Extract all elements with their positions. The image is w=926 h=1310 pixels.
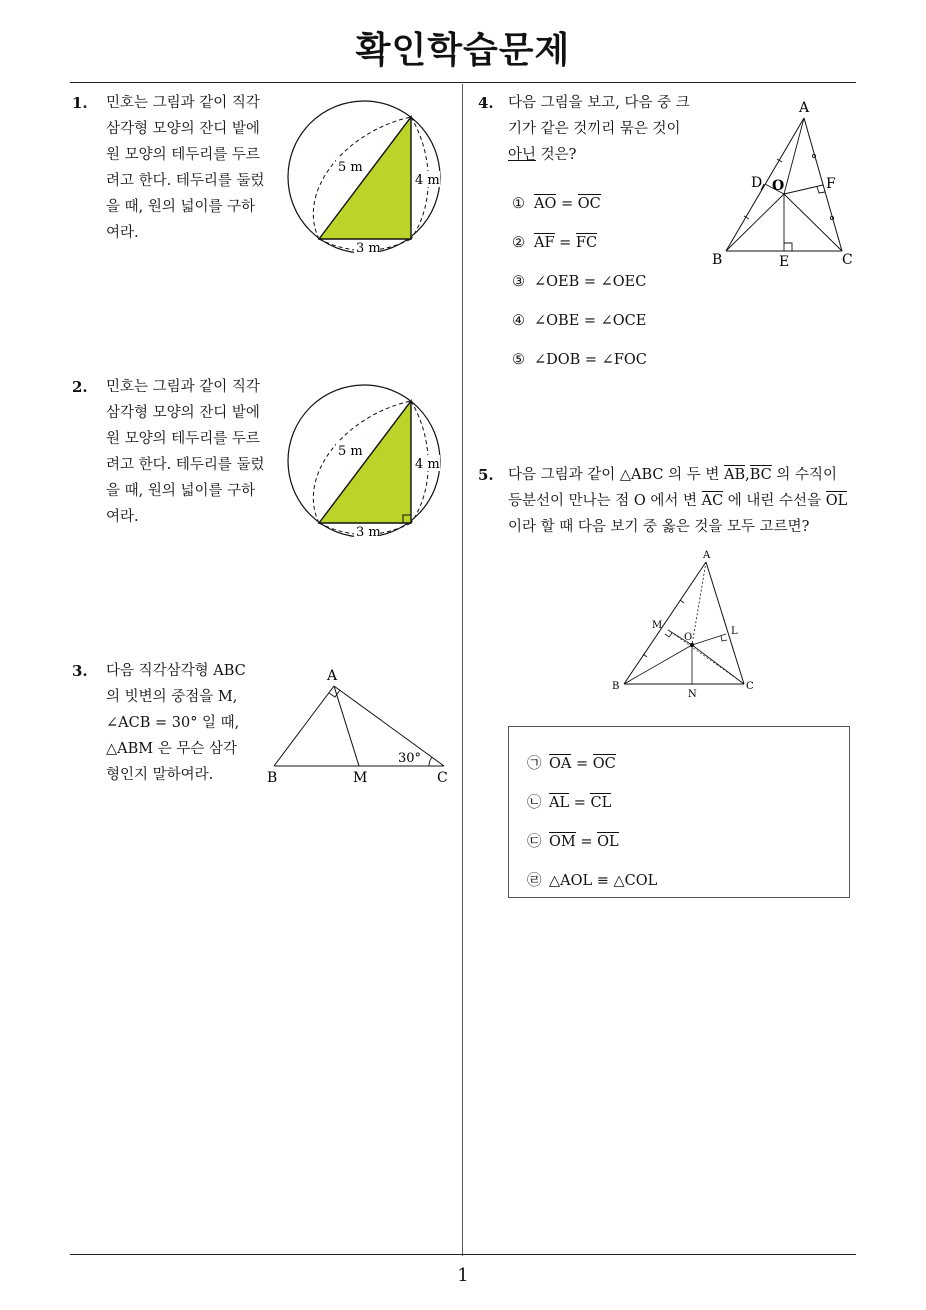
vertex-a-label: A [703, 550, 711, 561]
height-label: 4 m [415, 457, 440, 472]
segment: FC [575, 235, 598, 251]
point-m-label: M [353, 770, 368, 786]
problem-text [106, 658, 256, 788]
text-line: 삼각형 모양의 잔디 밭에 [106, 405, 260, 421]
text-line: 이라 할 때 다음 보기 중 옳은 것을 모두 고르면? [508, 519, 810, 535]
text-line [508, 462, 862, 488]
problem-4 [478, 90, 708, 170]
point-l-label: L [731, 626, 738, 637]
page-number: 1 [457, 1265, 469, 1286]
point-e-label: E [779, 254, 790, 270]
text-fragment: 것은? [536, 147, 577, 163]
text-line: 의 빗변의 중점을 M, [106, 689, 238, 705]
text-fragment: 의 수직이 [771, 467, 838, 483]
option-text: △AOL ≡ △COL [549, 873, 658, 889]
problem-number: 3. [72, 662, 88, 680]
segment: AB [723, 467, 746, 483]
operator: = [554, 235, 576, 251]
segment: BC [749, 467, 772, 483]
segment: AO [534, 196, 557, 212]
vertex-c-label: C [842, 252, 853, 268]
side-ac [804, 118, 842, 251]
problem-2 [72, 374, 282, 544]
option-marker: ㉢ [527, 834, 542, 850]
column-divider [462, 84, 463, 1256]
segment: CL [590, 795, 612, 811]
text-line: 민호는 그림과 같이 직각 [106, 379, 260, 395]
choice-1[interactable] [512, 196, 601, 212]
point-o-label: O [684, 632, 693, 643]
right-triangle-figure [262, 664, 454, 788]
problem-text [106, 90, 286, 246]
height-label: 4 m [415, 173, 440, 188]
base-label: 3 m [356, 525, 381, 540]
circle-triangle-figure-1 [286, 96, 446, 258]
segment: OC [577, 196, 601, 212]
option-3[interactable] [527, 830, 619, 851]
option-marker: ㉣ [527, 873, 542, 889]
choice-text: ∠OEB = ∠OEC [534, 274, 647, 290]
point-m-label: M [652, 620, 663, 631]
option-marker: ㉠ [527, 756, 542, 772]
choice-2[interactable] [512, 235, 597, 251]
choice-marker: ② [512, 235, 525, 251]
vertex-a-label: A [327, 668, 338, 684]
triangle-perpendicular-figure [608, 548, 758, 700]
right-angle-mark [784, 243, 792, 251]
vertex-c-label: C [437, 770, 448, 786]
vertex-c-label: C [746, 681, 754, 692]
option-4[interactable] [527, 869, 657, 890]
choice-3[interactable] [512, 274, 646, 290]
problem-text [508, 90, 708, 168]
problem-number: 5. [478, 466, 494, 484]
vertex-b-label: B [267, 770, 278, 786]
choice-5[interactable] [512, 352, 647, 368]
option-2[interactable] [527, 791, 611, 812]
text-line: 을 때, 원의 넓이를 구하 [106, 199, 256, 215]
segment: OA [549, 756, 572, 772]
right-angle-mark [665, 633, 672, 637]
text-fragment: , [745, 467, 750, 483]
choice-marker: ④ [512, 313, 525, 329]
choice-marker: ⑤ [512, 352, 525, 368]
vertex-a-label: A [799, 100, 810, 116]
angle-label: 30° [398, 751, 422, 766]
option-marker: ㉡ [527, 795, 542, 811]
segment: OC [592, 756, 616, 772]
operator: = [575, 834, 598, 850]
segment-oa [784, 118, 804, 194]
operator: = [556, 196, 578, 212]
text-line: 려고 한다. 테두리를 둘렀 [106, 457, 265, 473]
point-f-label: F [826, 176, 836, 192]
right-angle-mark [721, 636, 727, 641]
text-line [508, 142, 708, 168]
options-box [508, 726, 850, 898]
problem-3 [72, 658, 262, 798]
segment: OL [825, 493, 848, 509]
base-label: 3 m [356, 241, 381, 256]
point-o-dot [690, 643, 694, 647]
side-ac [706, 562, 744, 684]
vertex-b-label: B [712, 252, 723, 268]
hypotenuse-label: 5 m [338, 444, 363, 459]
triangle-circumcenter-figure [706, 96, 866, 272]
median-am [334, 686, 359, 766]
side-ab [274, 686, 334, 766]
text-line: ∠ACB = 30° 일 때, [106, 715, 240, 731]
grass-triangle [319, 117, 411, 239]
text-line: 다음 그림을 보고, 다음 중 크 [508, 95, 690, 111]
problem-number: 4. [478, 94, 494, 112]
segment: OL [597, 834, 619, 850]
text-line: 원 모양의 테두리를 두르 [106, 147, 260, 163]
text-line: 기가 같은 것끼리 묶은 것이 [508, 121, 681, 137]
hypotenuse-label: 5 m [338, 160, 363, 175]
text-fragment: 다음 그림과 같이 △ABC 의 두 변 [508, 467, 724, 483]
problem-1 [72, 90, 282, 260]
segment-oa [692, 562, 706, 645]
segment-ob [726, 194, 784, 251]
text-line: 려고 한다. 테두리를 둘렀 [106, 173, 265, 189]
side-ac [334, 686, 444, 766]
problem-number: 1. [72, 94, 88, 112]
problem-number: 2. [72, 378, 88, 396]
text-line [508, 488, 862, 514]
problem-text [508, 462, 862, 540]
choice-text: ∠OBE = ∠OCE [534, 313, 647, 329]
text-line: 원 모양의 테두리를 두르 [106, 431, 260, 447]
vertex-b-label: B [612, 681, 620, 692]
option-1[interactable] [527, 752, 616, 773]
underlined-word: 아닌 [508, 147, 537, 163]
text-line: 을 때, 원의 넓이를 구하 [106, 483, 256, 499]
choice-marker: ① [512, 196, 525, 212]
text-line: 여라. [106, 225, 139, 241]
choice-text: ∠DOB = ∠FOC [534, 352, 647, 368]
side-ab [624, 562, 706, 684]
point-d-label: D [751, 175, 763, 191]
text-line: 삼각형 모양의 잔디 밭에 [106, 121, 260, 137]
text-line: 민호는 그림과 같이 직각 [106, 95, 260, 111]
text-line: 여라. [106, 509, 139, 525]
choice-4[interactable] [512, 313, 646, 329]
point-n-label: N [688, 689, 697, 700]
segment-of [784, 185, 823, 194]
text-fragment: 에 내린 수선을 [723, 493, 826, 509]
text-line: 다음 직각삼각형 ABC [106, 663, 246, 679]
problem-5 [478, 462, 862, 542]
text-fragment: 등분선이 만나는 점 O 에서 변 [508, 493, 702, 509]
answer-choices [512, 196, 712, 376]
text-line: 형인지 말하여라. [106, 767, 214, 783]
point-o-label: O [772, 178, 785, 194]
segment-oc [784, 194, 842, 251]
segment: AC [701, 493, 724, 509]
segment: OM [549, 834, 576, 850]
operator: = [569, 795, 591, 811]
circle-triangle-figure-2 [286, 380, 446, 542]
bottom-rule [70, 1254, 856, 1255]
operator: = [571, 756, 593, 772]
tick-mark [680, 600, 684, 603]
segment-ol [692, 634, 726, 645]
segment: AF [534, 235, 555, 251]
page-title: 확인학습문제 [355, 30, 571, 71]
problem-text [106, 374, 286, 530]
grass-triangle [319, 401, 411, 523]
segment: AL [549, 795, 570, 811]
segment-cm [668, 630, 744, 684]
text-line: △ABM 은 무슨 삼각 [106, 741, 237, 757]
angle-arc-c [429, 757, 432, 766]
top-rule [70, 82, 856, 83]
choice-marker: ③ [512, 274, 525, 290]
segment-ob [624, 645, 692, 684]
